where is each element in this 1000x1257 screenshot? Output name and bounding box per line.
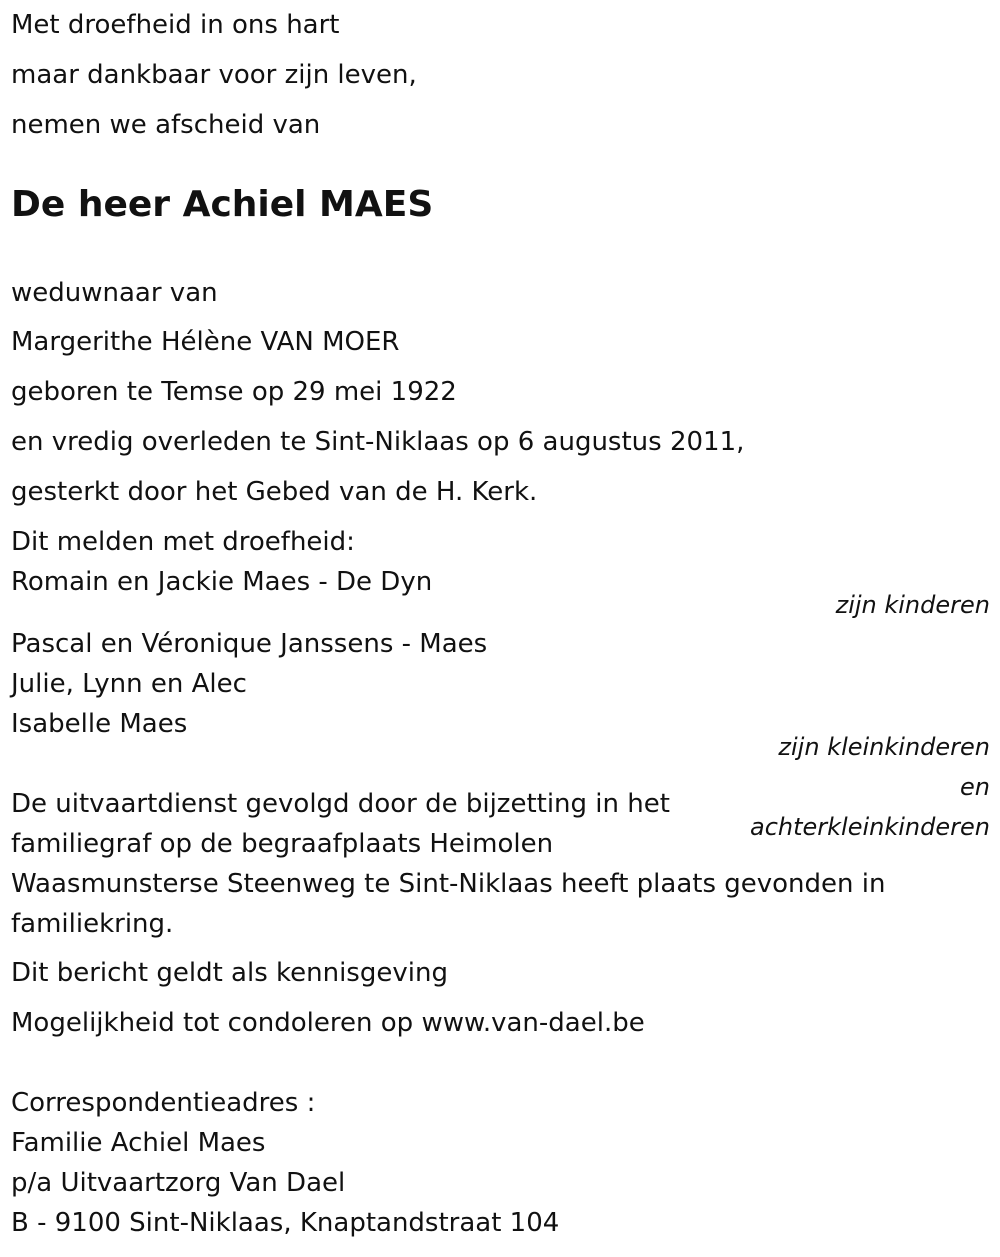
intro-line-2: maar dankbaar voor zijn leven,	[11, 60, 417, 90]
intro-line-1: Met droefheid in ons hart	[11, 10, 340, 40]
great-grandchildren-role: achterkleinkinderen	[750, 813, 990, 841]
correspondence-line: Familie Achiel Maes	[11, 1128, 266, 1158]
grandchildren-role-and: en	[960, 773, 990, 801]
widower-label: weduwnaar van	[11, 278, 218, 308]
children-role: zijn kinderen	[835, 591, 990, 619]
deceased-name: De heer Achiel MAES	[11, 184, 434, 225]
grandchildren-line: Pascal en Véronique Janssens - Maes	[11, 629, 488, 659]
correspondence-label: Correspondentieadres :	[11, 1088, 316, 1118]
birth-line: geboren te Temse op 29 mei 1922	[11, 377, 457, 407]
death-line: en vredig overleden te Sint-Niklaas op 6 augustus 2011,	[11, 427, 745, 457]
spouse-name: Margerithe Hélène VAN MOER	[11, 327, 400, 357]
funeral-line: familiegraf op de begraafplaats Heimolen	[11, 829, 554, 859]
correspondence-line: p/a Uitvaartzorg Van Dael	[11, 1168, 346, 1198]
funeral-line: De uitvaartdienst gevolgd door de bijzetting in het	[11, 789, 670, 819]
funeral-line: familiekring.	[11, 909, 174, 939]
grandchildren-line: Isabelle Maes	[11, 709, 188, 739]
children-line: Romain en Jackie Maes - De Dyn	[11, 567, 433, 597]
correspondence-line: B - 9100 Sint-Niklaas, Knaptandstraat 104	[11, 1208, 560, 1238]
intro-line-3: nemen we afscheid van	[11, 110, 321, 140]
grandchildren-line: Julie, Lynn en Alec	[11, 669, 247, 699]
grandchildren-role: zijn kleinkinderen	[778, 733, 990, 761]
notice-line: Dit bericht geldt als kennisgeving	[11, 958, 448, 988]
funeral-line: Waasmunsterse Steenweg te Sint-Niklaas heeft plaats gevonden in	[11, 869, 886, 899]
condolence-line: Mogelijkheid tot condoleren op www.van-dael.be	[11, 1008, 645, 1038]
announcement-intro: Dit melden met droefheid:	[11, 527, 355, 557]
strengthened-line: gesterkt door het Gebed van de H. Kerk.	[11, 477, 538, 507]
